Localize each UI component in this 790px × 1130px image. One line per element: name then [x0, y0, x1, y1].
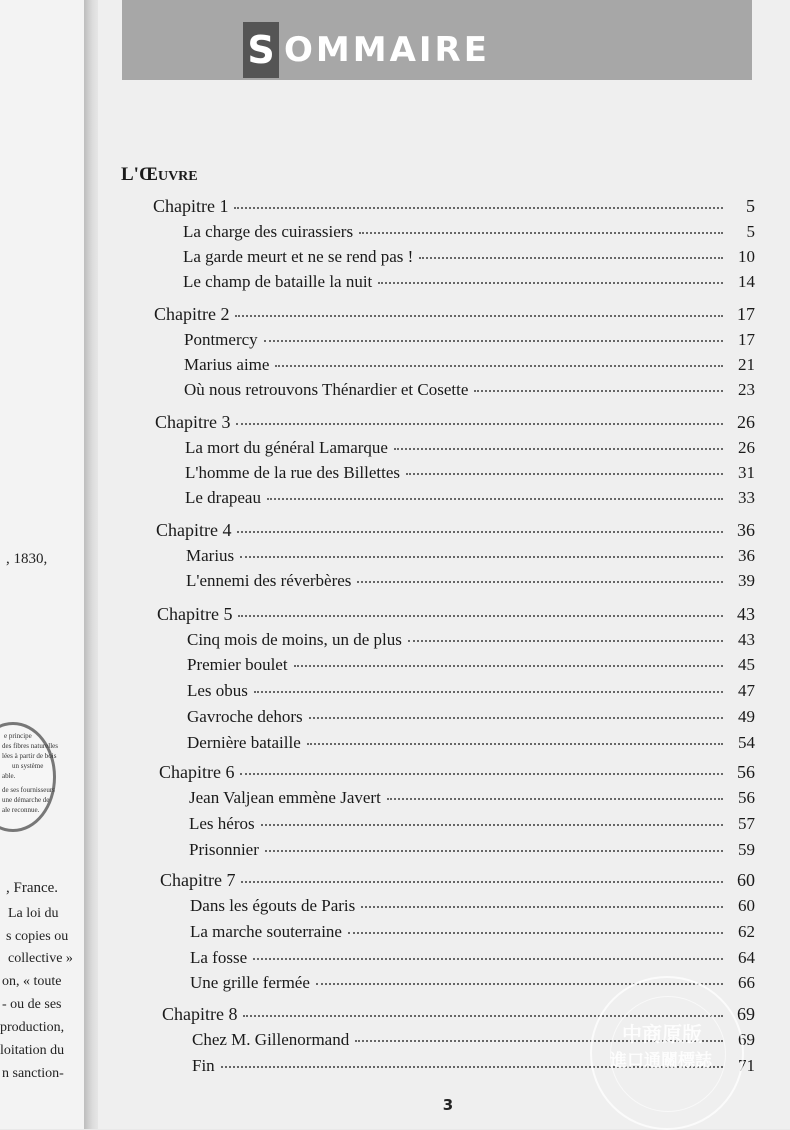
toc-dot-leader	[309, 717, 723, 719]
toc-dot-leader	[359, 232, 723, 234]
toc-section-row	[187, 707, 755, 727]
badge-line: e principe	[4, 732, 32, 740]
toc-section-row	[187, 655, 755, 675]
toc-dot-leader	[357, 581, 723, 583]
toc-page-number: 39	[738, 571, 755, 590]
toc-page-number: 47	[738, 681, 755, 700]
toc-page-number: 17	[738, 330, 755, 349]
toc-dot-leader	[240, 773, 723, 775]
toc-dot-leader	[254, 691, 723, 693]
toc-dot-leader	[241, 881, 723, 883]
toc-section-row	[184, 355, 755, 375]
toc-page-number: 43	[737, 604, 755, 624]
toc-section-row	[190, 948, 755, 968]
toc-page-number: 69	[737, 1004, 755, 1024]
toc-dot-leader	[253, 958, 723, 960]
toc-chapter-title: Chapitre 6	[159, 762, 235, 782]
toc-page-number: 14	[738, 272, 755, 291]
toc-section-title: La fosse	[190, 948, 248, 967]
stamp-line-1: 中商原版	[622, 1022, 702, 1046]
toc-page-number: 45	[738, 655, 755, 674]
toc-section-row	[186, 571, 755, 591]
toc-chapter-title: Chapitre 2	[154, 304, 230, 324]
toc-dot-leader	[419, 257, 723, 259]
toc-section-title: La charge des cuirassiers	[183, 222, 354, 241]
toc-page-number: 64	[738, 948, 755, 967]
toc-section-title: Les héros	[189, 814, 255, 833]
toc-section-title: La marche souterraine	[190, 922, 342, 941]
toc-page-number: 62	[738, 922, 755, 941]
toc-section-title: Le champ de bataille la nuit	[183, 272, 373, 291]
toc-chapter-row	[160, 870, 755, 891]
toc-section-title: Le drapeau	[185, 488, 261, 507]
toc-page-number: 56	[738, 788, 755, 807]
toc-page-number: 23	[738, 380, 755, 399]
left-page-line: , 1830,	[6, 551, 48, 567]
toc-page-number: 66	[738, 973, 755, 992]
page-number: 3	[442, 1096, 454, 1114]
toc-dot-leader	[261, 824, 723, 826]
toc-page-number: 57	[738, 814, 755, 833]
left-page-line: production,	[0, 1020, 65, 1035]
toc-page-number: 60	[738, 896, 755, 915]
toc-page-number: 54	[738, 733, 755, 752]
badge-line: able.	[2, 772, 16, 780]
toc-chapter-title: Chapitre 1	[153, 196, 229, 216]
toc-section-row	[184, 380, 755, 400]
section-title-initial: L'Œ	[121, 164, 158, 185]
toc-page-number: 36	[738, 546, 755, 565]
toc-section-title: La garde meurt et ne se rend pas !	[183, 247, 414, 266]
toc-section-title: Marius aime	[184, 355, 270, 374]
toc-page-number: 5	[746, 222, 755, 241]
toc-section-title: Jean Valjean emmène Javert	[189, 788, 381, 807]
toc-dot-leader	[234, 207, 723, 209]
toc-section-row	[189, 814, 755, 834]
left-page-line: La loi du	[8, 906, 59, 921]
badge-line: une démarche de	[2, 796, 50, 804]
import-stamp	[590, 976, 744, 1130]
toc-section-row	[187, 733, 755, 753]
toc-section-title: Où nous retrouvons Thénardier et Cosette	[184, 380, 469, 399]
toc-chapter-title: Chapitre 3	[155, 412, 231, 432]
toc-section-row	[190, 896, 755, 916]
toc-section-row	[185, 488, 755, 508]
toc-dot-leader	[237, 531, 723, 533]
toc-section-title: Une grille fermée	[190, 973, 310, 992]
toc-section-title: La mort du général Lamarque	[185, 438, 388, 457]
toc-page-number: 10	[738, 247, 755, 266]
toc-page-number: 17	[737, 304, 755, 324]
header-title: OMMAIRE	[284, 30, 490, 70]
toc-section-row	[185, 438, 755, 458]
toc-section-row	[183, 222, 755, 242]
toc-dot-leader	[267, 498, 723, 500]
toc-section-row	[187, 630, 755, 650]
toc-section-row	[189, 840, 755, 860]
toc-page-number: 5	[746, 196, 755, 216]
toc-section-row	[187, 681, 755, 701]
toc-section-title: Premier boulet	[187, 655, 288, 674]
section-title	[121, 164, 198, 186]
toc-section-title: Dernière bataille	[187, 733, 301, 752]
toc-page-number: 26	[738, 438, 755, 457]
left-page-edge	[0, 0, 84, 1129]
toc-dot-leader	[387, 798, 723, 800]
left-page-line: loitation du	[0, 1043, 65, 1058]
toc-section-row	[183, 247, 755, 267]
toc-chapter-title: Chapitre 8	[162, 1004, 238, 1024]
toc-section-title: Gavroche dehors	[187, 707, 303, 726]
toc-section-row	[183, 272, 755, 292]
toc-dot-leader	[235, 315, 723, 317]
toc-chapter-row	[156, 520, 755, 541]
toc-page-number: 33	[738, 488, 755, 507]
toc-dot-leader	[406, 473, 723, 475]
toc-section-title: L'ennemi des réverbères	[186, 571, 352, 590]
toc-chapter-row	[159, 762, 755, 783]
toc-section-title: Dans les égouts de Paris	[190, 896, 356, 915]
toc-dot-leader	[408, 640, 723, 642]
left-page-line: , France.	[6, 880, 59, 896]
toc-section-row	[186, 546, 755, 566]
toc-dot-leader	[378, 282, 723, 284]
toc-chapter-row	[153, 196, 755, 217]
toc-chapter-row	[154, 304, 755, 325]
toc-chapter-title: Chapitre 5	[157, 604, 233, 624]
toc-page-number: 26	[737, 412, 755, 432]
book-gutter-shadow	[84, 0, 98, 1129]
left-page-line: collective »	[8, 951, 73, 966]
toc-dot-leader	[265, 850, 723, 852]
toc-dot-leader	[264, 340, 723, 342]
header-initial: S	[243, 22, 279, 78]
toc-section-title: Marius	[186, 546, 235, 565]
toc-page-number: 56	[737, 762, 755, 782]
toc-section-title: Les obus	[187, 681, 248, 700]
stamp-line-2: 進口通關標誌	[610, 1051, 712, 1071]
toc-dot-leader	[240, 556, 723, 558]
toc-chapter-row	[155, 412, 755, 433]
badge-line: ale reconnue.	[2, 806, 40, 814]
toc-section-title: Prisonnier	[189, 840, 259, 859]
toc-section-row	[185, 463, 755, 483]
toc-dot-leader	[294, 665, 723, 667]
toc-page-number: 49	[738, 707, 755, 726]
toc-page-number: 43	[738, 630, 755, 649]
toc-section-title: Chez M. Gillenormand	[192, 1030, 350, 1049]
left-page-line: n sanction-	[2, 1066, 64, 1081]
toc-dot-leader	[474, 390, 723, 392]
toc-section-row	[190, 922, 755, 942]
toc-section-title: Pontmercy	[184, 330, 258, 349]
toc-chapter-title: Chapitre 4	[156, 520, 232, 540]
toc-page-number: 60	[737, 870, 755, 890]
toc-dot-leader	[238, 615, 723, 617]
badge-line: lées à partir de bois	[2, 752, 57, 760]
toc-page-number: 69	[738, 1030, 755, 1049]
toc-section-title: Cinq mois de moins, un de plus	[187, 630, 402, 649]
toc-page-number: 21	[738, 355, 755, 374]
toc-page-number: 31	[738, 463, 755, 482]
toc-dot-leader	[361, 906, 723, 908]
badge-line: un système	[12, 762, 44, 770]
toc-section-title: Fin	[192, 1056, 215, 1075]
badge-line: des fibres naturelles	[2, 742, 58, 750]
toc-page-number: 36	[737, 520, 755, 540]
left-page-line: - ou de ses	[2, 997, 62, 1012]
section-title-rest: UVRE	[157, 169, 198, 184]
badge-line: de ses fournisseurs	[2, 786, 55, 794]
toc-dot-leader	[348, 932, 723, 934]
toc-chapter-title: Chapitre 7	[160, 870, 236, 890]
toc-page-number: 71	[738, 1056, 755, 1075]
left-page-line: s copies ou	[6, 929, 69, 944]
toc-dot-leader	[275, 365, 723, 367]
toc-dot-leader	[394, 448, 723, 450]
toc-dot-leader	[307, 743, 723, 745]
toc-section-row	[189, 788, 755, 808]
toc-page-number: 59	[738, 840, 755, 859]
toc-section-title: L'homme de la rue des Billettes	[185, 463, 401, 482]
left-page-line: on, « toute	[2, 974, 62, 989]
toc-dot-leader	[236, 423, 723, 425]
toc-chapter-row	[157, 604, 755, 625]
toc-section-row	[184, 330, 755, 350]
